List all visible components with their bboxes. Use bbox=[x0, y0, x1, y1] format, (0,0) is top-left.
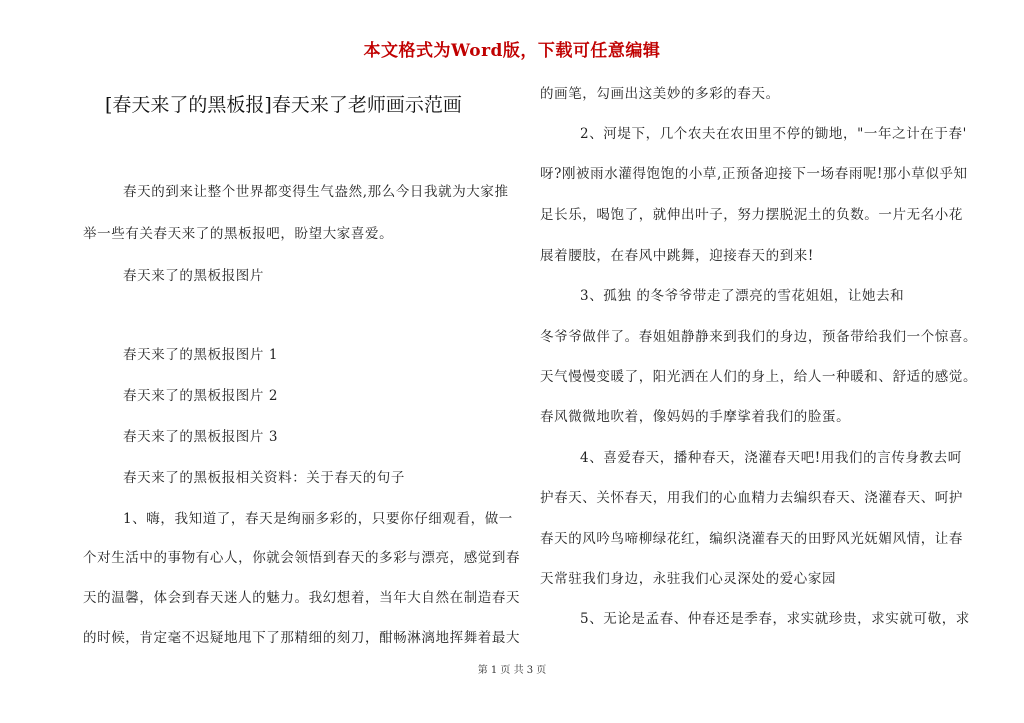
left-line-3: 春天来了的黑板报图片 bbox=[123, 268, 264, 284]
right-line-4: 足长乐，喝饱了，就伸出叶子，努力摆脱泥土的负数。一片无名小花 bbox=[540, 207, 963, 223]
right-line-7: 冬爷爷做伴了。春姐姐静静来到我们的身边，预备带给我们一个惊喜。 bbox=[540, 329, 978, 345]
left-line-11: 的时候，肯定毫不迟疑地甩下了那精细的刻刀，酣畅淋漓地挥舞着最大 bbox=[83, 630, 521, 646]
word-version-banner: 本文格式为Word版，下载可任意编辑 bbox=[363, 41, 661, 61]
left-line-7: 春天来了的黑板报相关资料：关于春天的句子 bbox=[123, 470, 405, 486]
right-line-10: 4、喜爱春天，播种春天，浇灌春天吧!用我们的言传身教去呵 bbox=[580, 450, 962, 466]
right-line-2: 2、河堤下，几个农夫在农田里不停的锄地，"一年之计在于春' bbox=[580, 126, 967, 142]
right-line-3: 呀?刚被雨水灌得饱饱的小草,正预备迎接下一场春雨呢!那小草似乎知 bbox=[540, 166, 968, 182]
page-title: [春天来了的黑板报]春天来了老师画示范画 bbox=[105, 94, 462, 116]
left-line-9: 个对生活中的事物有心人，你就会领悟到春天的多彩与漂亮，感觉到春 bbox=[83, 550, 521, 566]
left-line-6: 春天来了的黑板报图片 3 bbox=[123, 429, 279, 445]
left-line-8: 1、嗨，我知道了，春天是绚丽多彩的，只要你仔细观看，做一 bbox=[123, 511, 513, 527]
right-line-8: 天气慢慢变暖了，阳光洒在人们的身上，给人一种暖和、舒适的感觉。 bbox=[540, 369, 978, 385]
page-footer: 第 1 页 共 3 页 bbox=[477, 665, 547, 676]
left-line-5: 春天来了的黑板报图片 2 bbox=[123, 388, 279, 404]
left-line-2: 举一些有关春天来了的黑板报吧，盼望大家喜爱。 bbox=[83, 226, 394, 242]
right-line-12: 春天的风吟鸟啼柳绿花红，编织浇灌春天的田野风光妩媚风情，让春 bbox=[540, 531, 963, 547]
right-line-5: 展着腰肢，在春风中跳舞，迎接春天的到来! bbox=[540, 248, 814, 264]
right-line-13: 天常驻我们身边，永驻我们心灵深处的爱心家园 bbox=[540, 571, 837, 587]
right-line-9: 春风微微地吹着，像妈妈的手摩挲着我们的脸蛋。 bbox=[540, 409, 851, 425]
left-line-1: 春天的到来让整个世界都变得生气盎然,那么今日我就为大家推 bbox=[123, 184, 509, 200]
right-line-11: 护春天、关怀春天，用我们的心血精力去编织春天、浇灌春天、呵护 bbox=[540, 490, 963, 506]
right-line-1: 的画笔，勾画出这美妙的多彩的春天。 bbox=[540, 86, 780, 102]
left-line-10: 天的温馨，体会到春天迷人的魅力。我幻想着，当年大自然在制造春天 bbox=[83, 590, 521, 606]
left-line-4: 春天来了的黑板报图片 1 bbox=[123, 347, 279, 363]
right-line-6: 3、孤独 的冬爷爷带走了漂亮的雪花姐姐，让她去和 bbox=[580, 288, 905, 304]
right-line-14: 5、无论是孟春、仲春还是季春，求实就珍贵，求实就可敬，求 bbox=[580, 611, 970, 627]
